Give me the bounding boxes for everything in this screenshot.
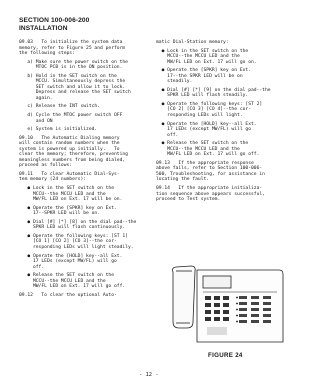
text-line: MCCU--the MCCU LED and the bbox=[19, 191, 106, 197]
text-line: system is powered up initially. To bbox=[19, 146, 120, 152]
text-line: SET switch and allow it to lock. bbox=[19, 84, 126, 90]
text-line: 09.12 To clear the optional Auto- bbox=[19, 292, 117, 298]
text-line: ● Operate the [HOLD] key--all Ext. bbox=[19, 253, 123, 259]
text-line: 17 LEDs (except MW/FL) will go bbox=[156, 127, 251, 133]
text-line: ● Lock in the SET switch on the bbox=[156, 48, 249, 54]
text-line: will contain random numbers when the bbox=[19, 141, 120, 147]
text-line: MTOC PCB is in the ON position. bbox=[19, 65, 123, 71]
text-line: ● Release the SET switch on the bbox=[156, 141, 249, 147]
text-line: Depress and release the SET switch bbox=[19, 90, 131, 96]
text-line: MW/FL LED on Ext. 17 will go off. bbox=[156, 152, 260, 158]
text-line: matic Dial-Station memory: bbox=[156, 40, 229, 45]
text-line: MW/FL LED on Ext. 17 will go off. bbox=[19, 284, 126, 290]
text-line: off. bbox=[156, 132, 179, 138]
page-number: - 12 - bbox=[139, 372, 159, 378]
text-line: steadily. bbox=[156, 79, 193, 85]
text-line: proceed as follows: bbox=[19, 163, 73, 169]
text-line: ● Dial [#] [*] [9] on the dial pad--the bbox=[156, 87, 271, 93]
figure-caption: FIGURE 24 bbox=[208, 352, 243, 359]
right-text-column bbox=[156, 40, 284, 203]
text-line: e) System is initialized. bbox=[19, 127, 98, 133]
page-header bbox=[19, 17, 89, 32]
text-line: memory, refer to Figure 25 and perform bbox=[19, 45, 126, 51]
text-line: off. bbox=[19, 264, 45, 270]
text-line: a) Make sure the power switch on the bbox=[19, 59, 128, 65]
telephone-figure bbox=[167, 262, 287, 346]
text-line: 17--SPKR LED will be on. bbox=[19, 211, 101, 217]
text-line: 09.03 To initialize the system data bbox=[19, 40, 123, 45]
text-line: meaningless numbers from being dialed, bbox=[19, 157, 126, 163]
text-line: c) Release the INT switch. bbox=[19, 104, 101, 110]
text-line: [CO 2] [CO 3] [CO 4]--the cor- bbox=[156, 107, 251, 113]
text-line: ● Operate the [SPKR] key on Ext. bbox=[19, 205, 117, 211]
text-line: 17--the SPKR LED will be on bbox=[156, 73, 243, 79]
section-title: INSTALLATION bbox=[19, 24, 68, 32]
text-line: ● Operate the [SPKR] key on Ext. bbox=[156, 68, 251, 74]
text-line: MCCU--the MCCU LED and the bbox=[156, 54, 240, 60]
text-line: MCCU--the MCCU LED and the bbox=[156, 146, 240, 152]
telephone-handset bbox=[172, 266, 195, 328]
text-line: SPKR LED will flash continuously. bbox=[19, 225, 126, 231]
text-line: tem memory (24 numbers): bbox=[19, 177, 87, 183]
text-line: again. bbox=[19, 95, 53, 101]
text-line: ● Operate the following keys: [ST 1] bbox=[19, 233, 128, 239]
text-line: MW/FL LED on Ext. 17 will go on. bbox=[156, 59, 257, 65]
text-line: responding LEDs will light. bbox=[156, 113, 243, 119]
text-line: 09.10 The Automatic Dialing memory bbox=[19, 135, 120, 141]
text-line: b) Hold in the SET switch on the bbox=[19, 73, 117, 79]
text-line: above fails, refer to Section 100-006- bbox=[156, 166, 263, 172]
text-line: [CO 1] [CO 2] [CO 3]--the cor- bbox=[19, 239, 117, 245]
text-line: ● Dial [#] [*] [8] on the dial pad--the bbox=[19, 219, 137, 225]
text-line: d) Cycle the MTOC power switch OFF bbox=[19, 113, 123, 119]
text-line: and ON bbox=[19, 118, 53, 124]
text-line: responding LEDs will light steadily. bbox=[19, 244, 134, 250]
section-number: SECTION 100-006-200 bbox=[19, 17, 90, 24]
text-line: ● Lock in the SET switch on the bbox=[19, 186, 114, 192]
text-line: MCCU--the MCCU LED and the bbox=[19, 278, 106, 284]
text-line: MW/FL LED on Ext. 17 will be on. bbox=[19, 197, 123, 203]
text-line: clear the memory; therefore, preventing bbox=[19, 152, 128, 158]
text-line: ● Operate the following keys: [ST 2] bbox=[156, 101, 263, 107]
text-line: proceed to Test system. bbox=[156, 197, 221, 203]
text-line: 09.11 To clear Automatic Dial-Sys- bbox=[19, 171, 120, 177]
text-line: MCCU. Simultaneously depress the bbox=[19, 79, 126, 85]
text-line: 500, Troubleshooting, for assistance in bbox=[156, 171, 265, 177]
text-line: ● Operate the [HOLD] key--all Ext. bbox=[156, 121, 257, 127]
text-line: tion sequence above appears successful, bbox=[156, 191, 265, 197]
text-line: 17 LEDs (except MW/FL) will go bbox=[19, 259, 117, 265]
text-line: the following steps: bbox=[19, 51, 75, 57]
text-line: 09.13 If the appropriate response bbox=[156, 160, 254, 166]
text-line: ● Release the SET switch on the bbox=[19, 273, 114, 279]
text-line: 09.14 If the appropriate initializa- bbox=[156, 186, 263, 192]
text-line: locating the fault. bbox=[156, 177, 210, 183]
text-line: SPKR LED will flash steadily. bbox=[156, 93, 249, 99]
left-text-column bbox=[19, 40, 145, 298]
